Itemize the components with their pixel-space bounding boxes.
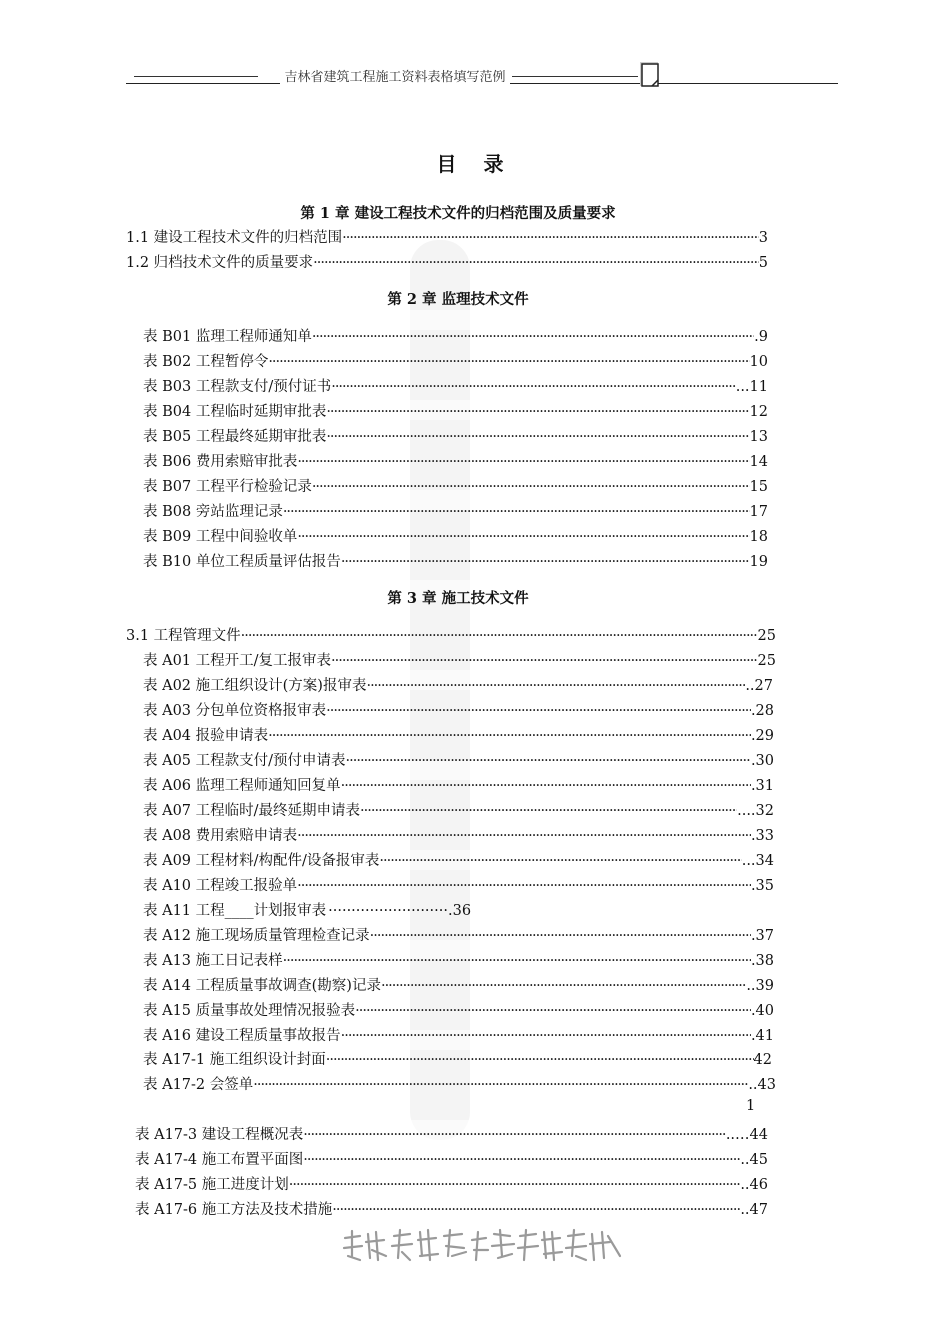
toc-entry[interactable]: 表 A17-1 施工组织设计封面 ····· 42 [143,1048,772,1068]
handwritten-signature [340,1226,625,1266]
toc-entry[interactable]: 表 A02 施工组织设计(方案)报审表 ····· ..27 [143,674,773,694]
toc-entry[interactable]: 表 B09 工程中间验收单 ····· 18 [143,525,768,545]
toc-entry[interactable]: 表 A15 质量事故处理情况报验表 ····· .40 [143,999,774,1019]
toc-entry[interactable]: 表 B08 旁站监理记录 ····· 17 [143,500,768,520]
toc-entry[interactable]: 表 B10 单位工程质量评估报告 ····· 19 [143,550,768,570]
header-title: 吉林省建筑工程施工资料表格填写范例 [130,66,660,85]
toc-entry[interactable]: 表 A17-5 施工进度计划 ····· ..46 [135,1173,768,1193]
chapter-1-heading: 第 1 章 建设工程技术文件的归档范围及质量要求 [300,205,616,222]
toc-entry[interactable]: 表 A01 工程开工/复工报审表 ····· 25 [143,649,776,669]
page-corner-icon [640,62,660,88]
toc-entry[interactable]: 表 A10 工程竣工报验单 ····· .35 [143,874,774,894]
chapter-2-heading: 第 2 章 监理技术文件 [387,291,529,308]
toc-title: 目 录 [436,152,514,176]
toc-entry[interactable]: 表 A17-6 施工方法及技术措施 ····· ..47 [135,1198,768,1218]
chapter-3-heading: 第 3 章 施工技术文件 [387,590,529,607]
toc-entry[interactable]: 表 B02 工程暂停令 ····· 10 [143,350,768,370]
toc-entry[interactable]: 表 B01 监理工程师通知单 ····· .9 [143,325,768,345]
toc-entry[interactable]: 1.2 归档技术文件的质量要求 ····· 5 [126,251,768,271]
toc-entry[interactable]: 表 A03 分包单位资格报审表 ····· .28 [143,699,774,719]
toc-entry[interactable]: 表 A17-2 会签单 ····· ..43 [143,1073,776,1093]
toc-entry[interactable]: 表 A06 监理工程师通知回复单 ····· .31 [143,774,774,794]
toc-entry[interactable]: 表 A17-4 施工布置平面图 ····· ..45 [135,1148,768,1168]
toc-entry[interactable]: 3.1 工程管理文件 ····· 25 [126,624,776,644]
toc-entry[interactable]: 表 A08 费用索赔申请表 ····· .33 [143,824,774,844]
toc-entry[interactable]: 表 B07 工程平行检验记录 ····· 15 [143,475,768,495]
toc-entry[interactable]: 表 B05 工程最终延期审批表 ····· 13 [143,425,768,445]
toc-entry[interactable]: 表 A14 工程质量事故调查(勘察)记录 ····· ..39 [143,974,774,994]
toc-entry[interactable]: 表 A04 报验申请表 ····· .29 [143,724,774,744]
toc-entry[interactable]: 表 A16 建设工程质量事故报告 ····· .41 [143,1024,774,1044]
toc-entry[interactable]: 表 A07 工程临时/最终延期申请表 ····· ....32 [143,799,774,819]
page-number: 1 [746,1098,756,1114]
toc-entry[interactable]: 表 A11 工程____计划报审表 ··························.36 [143,903,472,919]
toc-entry[interactable]: 表 A17-3 建设工程概况表 ····· ..…44 [135,1123,768,1143]
toc-entry[interactable]: 表 B03 工程款支付/预付证书 ····· ...11 [143,375,768,395]
toc-entry[interactable]: 表 A13 施工日记表样 ····· .38 [143,949,774,969]
toc-entry[interactable]: 表 A09 工程材料/构配件/设备报审表 ····· ...34 [143,849,774,869]
toc-entry[interactable]: 表 B04 工程临时延期审批表 ····· 12 [143,400,768,420]
toc-entry[interactable]: 表 B06 费用索赔审批表 ····· 14 [143,450,768,470]
toc-entry[interactable]: 表 A05 工程款支付/预付申请表 ····· .30 [143,749,774,769]
toc-entry[interactable]: 1.1 建设工程技术文件的归档范围 ····· 3 [126,226,768,246]
toc-entry[interactable]: 表 A12 施工现场质量管理检查记录 ····· .37 [143,924,774,944]
